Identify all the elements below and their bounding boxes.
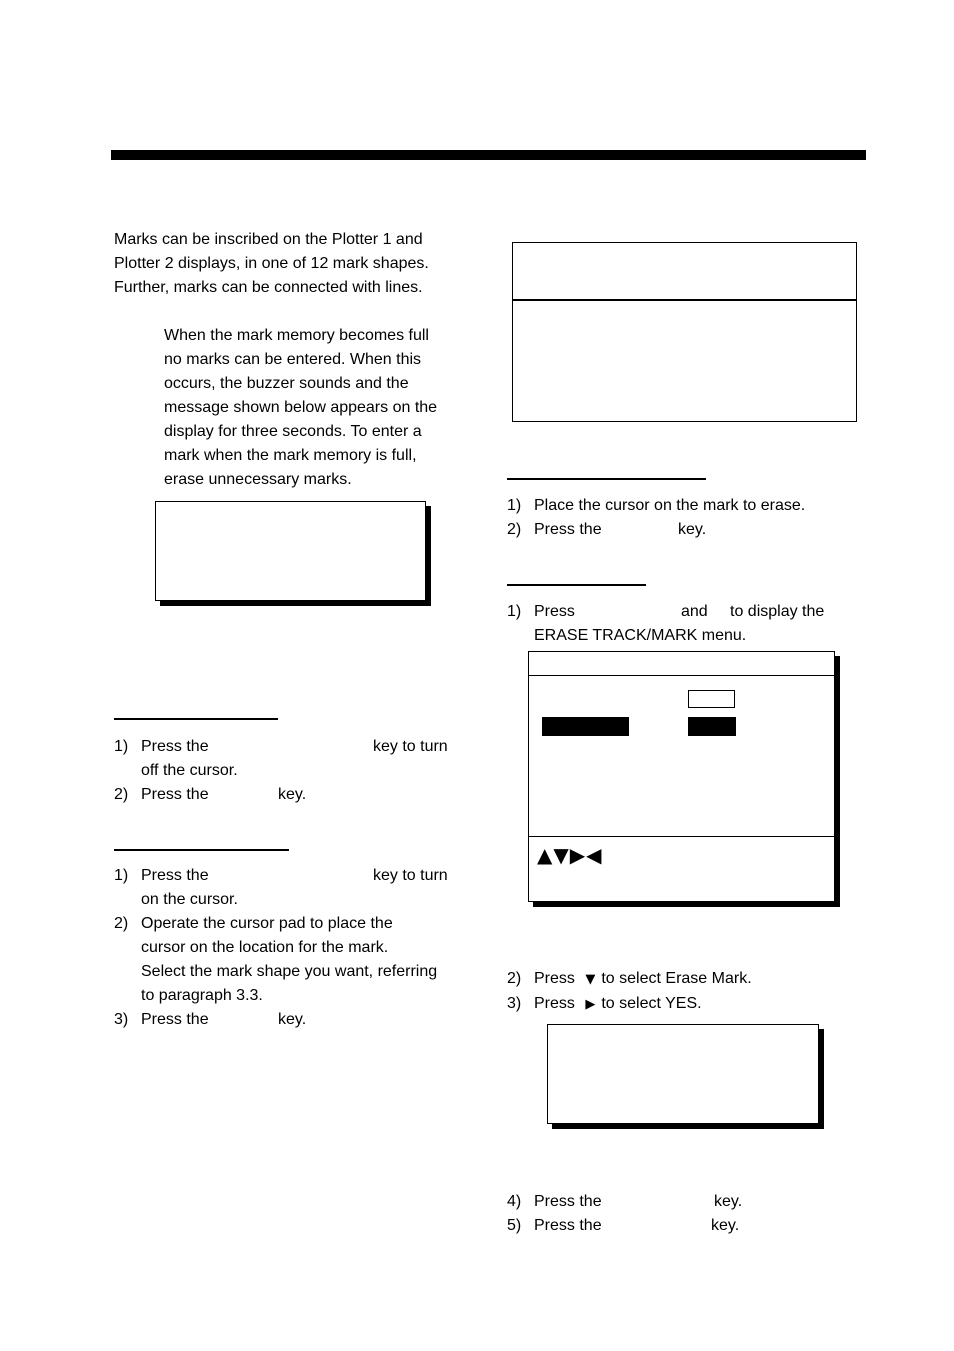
step-number: 1) [507,603,522,620]
note-line: occurs, the buzzer sounds and the [164,375,409,392]
right-info-box [512,242,857,422]
menu-item-highlight [542,717,629,736]
step [507,967,752,992]
note-line: message shown below appears on the [164,399,438,416]
info-box-divider [513,299,856,301]
step [507,518,867,542]
step-number: 1) [114,738,129,755]
step [114,1008,474,1032]
section-heading-rule [114,849,289,851]
step-text: Press the [534,1193,602,1210]
step-text: key. [678,521,707,538]
step-continuation: ERASE TRACK/MARK menu. [534,627,747,644]
step-number: 1) [507,497,522,514]
step-text: Press the [534,1217,602,1234]
erase-confirm-box [547,1024,819,1124]
step [114,783,474,807]
right-section1-steps [507,494,867,542]
step-text: key. [278,1011,307,1028]
step [114,912,474,936]
menu-title-divider [529,675,834,676]
step-text: Press [534,970,575,987]
note-line: display for three seconds. To enter a [164,423,422,440]
step-text: key to turn [373,867,448,884]
step [507,992,752,1017]
step-continuation: off the cursor. [141,762,238,779]
step-text: key. [278,786,307,803]
intro-line: Further, marks can be connected with lines. [114,279,423,296]
step-number: 2) [114,786,129,803]
memory-full-message-box [155,501,426,601]
step-text: key to turn [373,738,448,755]
right-section2-steps-4-5 [507,1190,847,1238]
note-paragraph [164,324,437,492]
menu-option-box [688,690,735,708]
step-text: and [681,603,708,620]
step [507,494,867,518]
header-rule [111,150,866,160]
step-text: Operate the cursor pad to place the [141,915,393,932]
step-continuation: to paragraph 3.3. [141,987,263,1004]
step-number: 2) [507,521,522,538]
step-number: 3) [114,1011,129,1028]
step-number: 5) [507,1217,522,1234]
menu-footer-divider [529,836,834,837]
down-arrow-icon: ▼ [585,972,596,987]
right-arrow-icon: ▶ [585,997,596,1012]
step-continuation: on the cursor. [141,891,238,908]
section-heading-rule [507,584,646,586]
step-text: Press the [534,521,602,538]
intro-line: Plotter 2 displays, in one of 12 mark shapes. [114,255,429,272]
step [507,1214,847,1238]
step-text: Press [534,603,575,620]
step-text: Press the [141,1011,209,1028]
step-text: Press the [141,738,209,755]
step-text: Place the cursor on the mark to erase. [534,497,806,514]
step-text: key. [714,1193,743,1210]
left-section2-steps [114,864,474,1032]
step-continuation: Select the mark shape you want, referring [141,963,438,980]
step-text: to display the [730,603,825,620]
section-heading-rule [114,718,278,720]
step-number: 2) [507,970,522,987]
cursor-arrows-icon: ▲▼▶◀ [537,843,603,867]
note-line: erase unnecessary marks. [164,471,352,488]
step [114,735,474,759]
step-text: to select YES. [601,995,702,1012]
step-text: Press the [141,867,209,884]
step-continuation: cursor on the location for the mark. [141,939,389,956]
step-number: 3) [507,995,522,1012]
step-text: key. [711,1217,740,1234]
step [114,864,474,888]
step-text: Press the [141,786,209,803]
note-line: When the mark memory becomes full [164,327,429,344]
note-line: mark when the mark memory is full, [164,447,417,464]
step-number: 1) [114,867,129,884]
intro-paragraph [114,228,429,300]
intro-line: Marks can be inscribed on the Plotter 1 and [114,231,423,248]
left-section1-steps [114,735,474,807]
erase-menu-window [528,651,835,902]
note-line: no marks can be entered. When this [164,351,422,368]
section-heading-rule [507,478,706,480]
step [507,1190,847,1214]
step-text: Press [534,995,575,1012]
right-section2-step1 [507,600,847,648]
step-text: to select Erase Mark. [601,970,752,987]
right-section2-steps-2-3 [507,967,752,1017]
step-number: 4) [507,1193,522,1210]
step-number: 2) [114,915,129,932]
menu-option-highlight [688,717,736,736]
